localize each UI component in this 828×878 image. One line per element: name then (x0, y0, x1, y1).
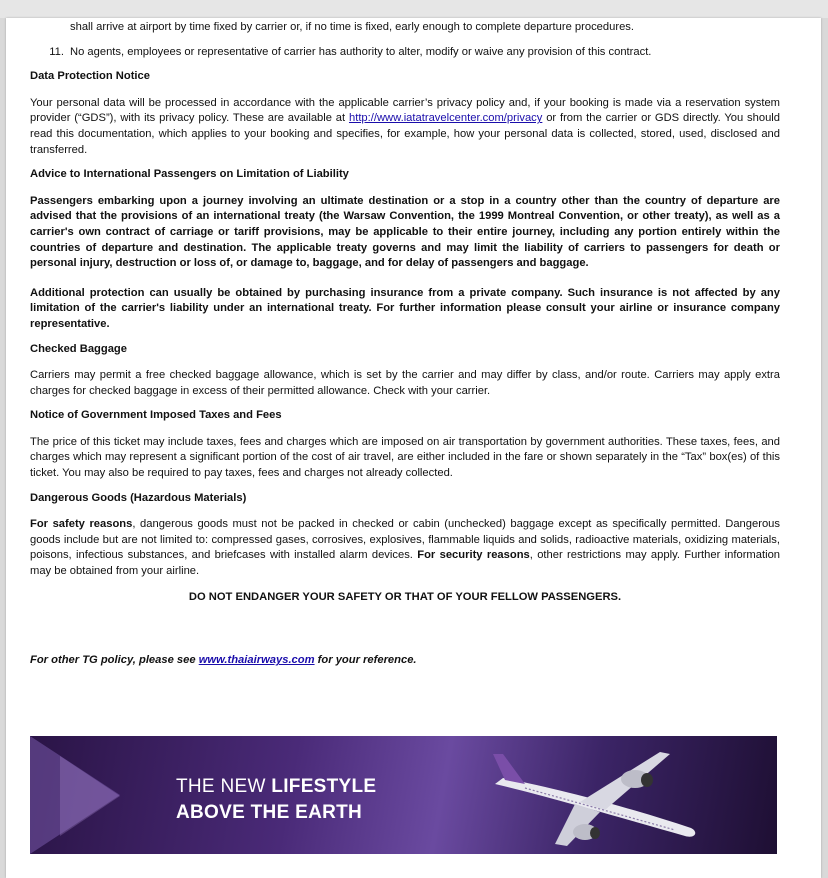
heading-data-protection: Data Protection Notice (30, 70, 150, 83)
liability-paragraph-1: Passengers embarking upon a journey involving an ultimate destination or a stop in a country other than the country of departure are advised that the provisions of an international treaty (the Warsaw Convention, the 1999 Montreal Convention, or other treaty), as well as a carrier's own contract of carriage or tariff provisions, may be applicable to their entire journey, including any portion entirely within the countries of departure and destination. The applicable treaty governs and may limit the liability of carriers to passengers for death or personal injury, destruction or loss of, or damage to, baggage, and for delay of passengers and baggage. (30, 194, 780, 270)
policy-line: For other TG policy, please see www.thaiairways.com for your reference. (30, 654, 417, 667)
list-number: 11. (49, 45, 64, 58)
heading-dangerous-goods: Dangerous Goods (Hazardous Materials) (30, 491, 247, 504)
document-content (30, 20, 780, 669)
thaiairways-link[interactable]: www.thaiairways.com (198, 654, 315, 667)
checked-baggage-paragraph: Carriers may permit a free checked baggage allowance, which is set by the carrier and may differ by class, and/or route. Carriers may apply extra charges for checked baggage in excess of their permitted allowance. Check with your carrier. (30, 369, 780, 397)
heading-checked-baggage: Checked Baggage (30, 342, 127, 355)
heading-liability: Advice to International Passengers on Limitation of Liability (30, 168, 349, 181)
list-item-11 (30, 45, 780, 61)
dangerous-goods-paragraph: For safety reasons, dangerous goods must not be packed in checked or cabin (unchecked) baggage except as specifically permitted. Dangerous goods include but are not limited to: compressed gases, corrosives, explosives, flammable liquids and solids, radioactive materials, oxidizing materials, poisons, infectious substances, and briefcases with installed alarm devices. For security reasons, other restrictions may apply. Further information may be obtained from your airline. (30, 518, 781, 578)
privacy-link[interactable]: http://www.iatatravelcenter.com/privacy (348, 112, 543, 125)
banner-decor-triangle-inner (60, 756, 120, 836)
liability-paragraph-2: Additional protection can usually be obtained by purchasing insurance from a private company. Such insurance is not affected by any limitation of the carrier's liability under an international treaty. For further information please consult your airline or insurance company representative. (30, 286, 780, 330)
continuation-text: shall arrive at airport by time fixed by carrier or, if no time is fixed, early enough to complete departure procedures. (70, 21, 634, 33)
taxes-paragraph: The price of this ticket may include taxes, fees and charges which are imposed on air transportation by government authorities. These taxes, fees, and charges which may represent a significant portion of the cost of air travel, are either included in the fare or shown separately in the “Tax” box(es) of this ticket. You may also be required to pay taxes, fees and charges not already collected. (30, 435, 780, 480)
data-protection-paragraph: Your personal data will be processed in accordance with the applicable carrier’s privacy policy and, if your booking is made via a reservation system provider (“GDS”), with its privacy policy. These are available at http://www.iatatravelcenter.com/privacy or from the carrier or GDS directly. You should read this documentation, which applies to your booking and specifies, for example, how your personal data is collected, stored, used, disclosed and transferred. (30, 96, 780, 156)
list-text: No agents, employees or representative of carrier has authority to alter, modify or waive any provision of this contract. (70, 45, 652, 58)
heading-taxes: Notice of Government Imposed Taxes and Fees (30, 409, 282, 422)
airplane-icon (485, 744, 715, 849)
safety-warning: DO NOT ENDANGER YOUR SAFETY OR THAT OF YOUR FELLOW PASSENGERS. (188, 590, 622, 603)
banner-headline-line1: THE NEW LIFESTYLE (176, 776, 377, 797)
promo-banner (30, 736, 777, 854)
banner-headline-line2: ABOVE THE EARTH (176, 802, 363, 823)
viewer-top-bar (0, 0, 828, 18)
